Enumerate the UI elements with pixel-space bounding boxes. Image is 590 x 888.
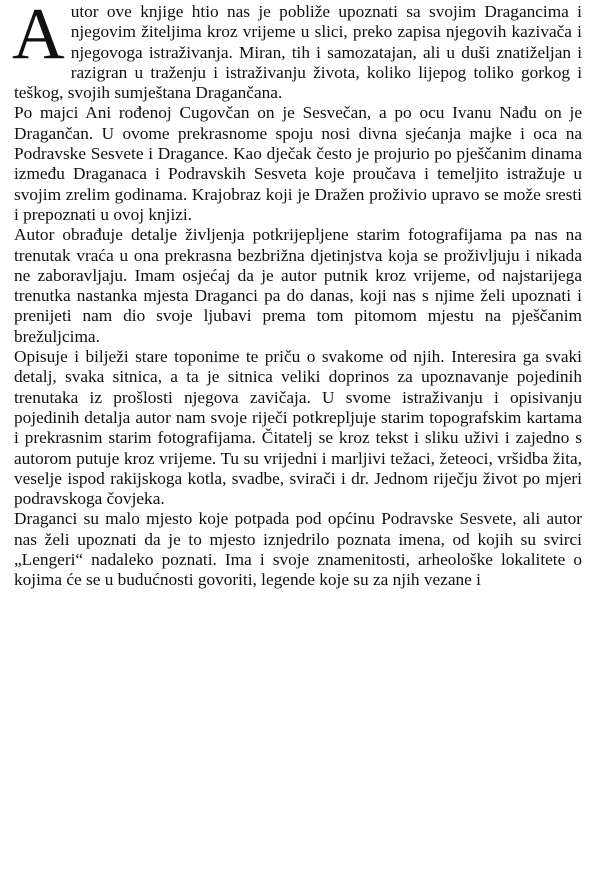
drop-cap-letter: A [12,0,65,74]
paragraph-5: Draganci su malo mjesto koje potpada pod općinu Podravske Sesvete, ali autor nas želi upoznati da je to mjesto iznjedrilo poznata imena, od kojih su svirci „Lengeri“ nadaleko poznati. Ima i svoje znamenitosti, arheološke lokalitete o kojima će se u budućnosti govoriti, legende koje su za njih vezane i [14,509,582,590]
paragraph-3: Autor obrađuje detalje življenja potkrijepljene starim fotografijama pa nas na trenutak vraća u ona prekrasna bezbrižna djetinjstva koja se proživljuju i nikada ne zaboravljaju. Imam osjećaj da je autor putnik kroz vrijeme, od najstarijega trenutka nastanka mjesta Draganci pa do danas, koji nas s njime želi upoznati i prenijeti nam dio svoje ljubavi prema tom pitomom mjestu na pješčanim brežuljcima. [14,225,582,346]
paragraph-4: Opisuje i bilježi stare toponime te priču o svakome od njih. Interesira ga svaki detalj, svaka sitnica, a ta je sitnica veliki doprinos za upoznavanje pojedinih trenutaka iz prošlosti njegova zavičaja. U svome istraživanju i opisivanju pojedinih detalja autor nam svoje riječi potkrepljuje starim topografskim kartama i prekrasnim starim fotografijama. Čitatelj se kroz tekst i sliku uživi i zajedno s autorom putuje kroz vrijeme. Tu su vrijedni i marljivi težaci, žeteoci, vršidba žita, veselje ispod rakijskoga kotla, svadbe, svirači i dr. Jednom riječju život po mjeri podravskoga čovjeka. [14,347,582,509]
document-page [14,0,582,591]
paragraph-2: Po majci Ani rođenoj Cugovčan on je Sesvečan, a po ocu Ivanu Nađu on je Dragančan. U ovome prekrasnome spoju nosi divna sjećanja majke i oca na Podravske Sesvete i Dragance. Kao dječak često je projurio po pješčanim dinama između Draganaca i Podravskih Sesveta koje proučava i temeljito istražuje u svojim zrelim godinama. Krajobraz koji je Dražen proživio upravo se može sresti i prepoznati u ovoj knjizi. [14,103,582,224]
paragraph-1-text: utor ove knjige htio nas je pobliže upoznati sa svojim Dragancima i njegovim žiteljima kroz vrijeme u slici, preko zapisa njegovih kazivača i njegovoga istraživanja. Miran, tih i samozatajan, ali u duši znatiželjan i razigran u traženju i istraživanju života, koliko lijepog toliko gorkog i teškog, svojih sumještana Dragančana. [14,2,582,103]
paragraph-1 [14,0,582,103]
